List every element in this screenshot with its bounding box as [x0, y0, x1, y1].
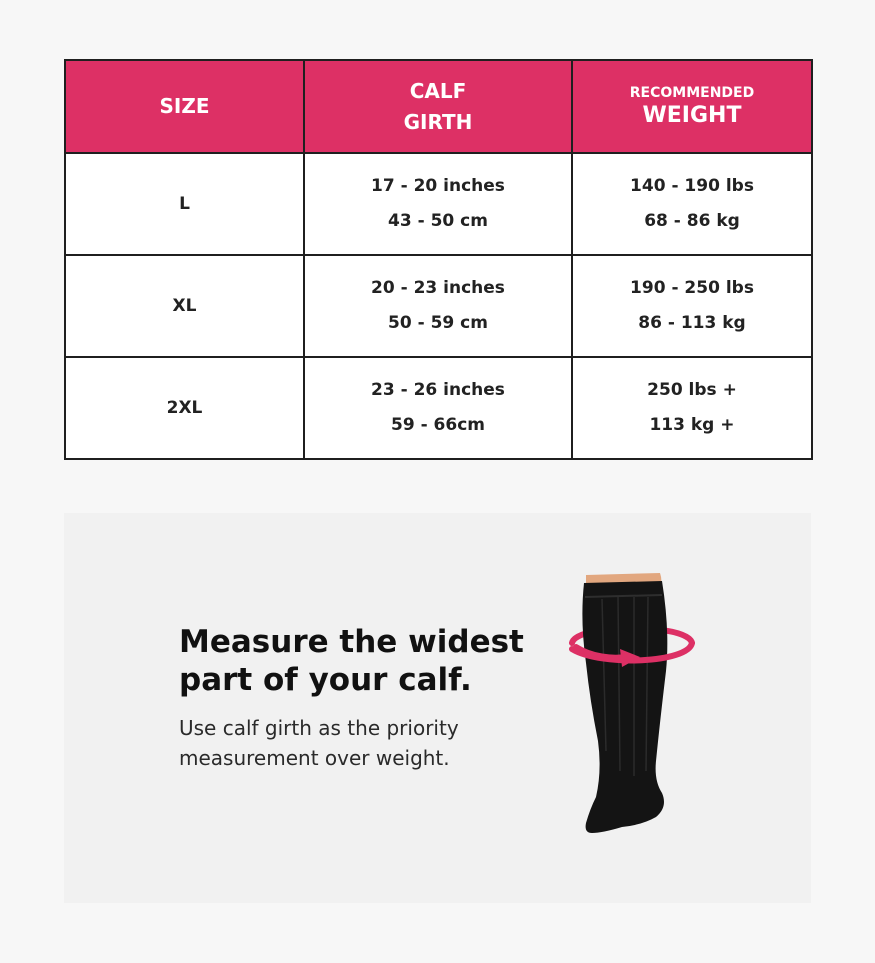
table-header [65, 60, 812, 153]
weight-kg: 68 - 86 kg [644, 211, 740, 231]
weight-lbs: 250 lbs + [647, 380, 737, 400]
sock-body [582, 581, 667, 833]
measure-subtext: Use calf girth as the priority measurement over weight. [179, 716, 459, 770]
table-row [65, 153, 812, 255]
calf-cm: 50 - 59 cm [388, 313, 488, 333]
size-cell: XL [65, 255, 304, 357]
size-chart-table [64, 59, 813, 460]
weight-cell [572, 357, 812, 459]
header-weight-big: WEIGHT [642, 102, 742, 128]
weight-lbs: 190 - 250 lbs [630, 278, 754, 298]
weight-kg: 86 - 113 kg [638, 313, 746, 333]
calf-girth-cell [304, 357, 572, 459]
size-cell: L [65, 153, 304, 255]
header-size [65, 60, 304, 153]
table-row [65, 255, 812, 357]
header-size-label: SIZE [159, 94, 210, 118]
table-row [65, 357, 812, 459]
calf-cm: 43 - 50 cm [388, 211, 488, 231]
calf-girth-cell [304, 255, 572, 357]
weight-cell [572, 255, 812, 357]
calf-inches: 20 - 23 inches [371, 278, 505, 298]
header-calf-line1: CALF [409, 78, 467, 103]
compression-sock-icon [562, 571, 702, 841]
table-body [65, 153, 812, 459]
calf-inches: 17 - 20 inches [371, 176, 505, 196]
size-cell: 2XL [65, 357, 304, 459]
weight-cell [572, 153, 812, 255]
measure-heading: Measure the widest part of your calf. [179, 624, 524, 698]
measure-instructions-panel [64, 513, 811, 903]
weight-lbs: 140 - 190 lbs [630, 176, 754, 196]
calf-inches: 23 - 26 inches [371, 380, 505, 400]
header-calf-line2: GIRTH [403, 109, 473, 134]
table-header-row [65, 60, 812, 153]
header-weight-small: RECOMMENDED [629, 84, 755, 101]
header-calf-girth [304, 60, 572, 153]
header-recommended-weight [572, 60, 812, 153]
calf-girth-cell [304, 153, 572, 255]
weight-kg: 113 kg + [649, 415, 735, 435]
calf-cm: 59 - 66cm [391, 415, 485, 435]
